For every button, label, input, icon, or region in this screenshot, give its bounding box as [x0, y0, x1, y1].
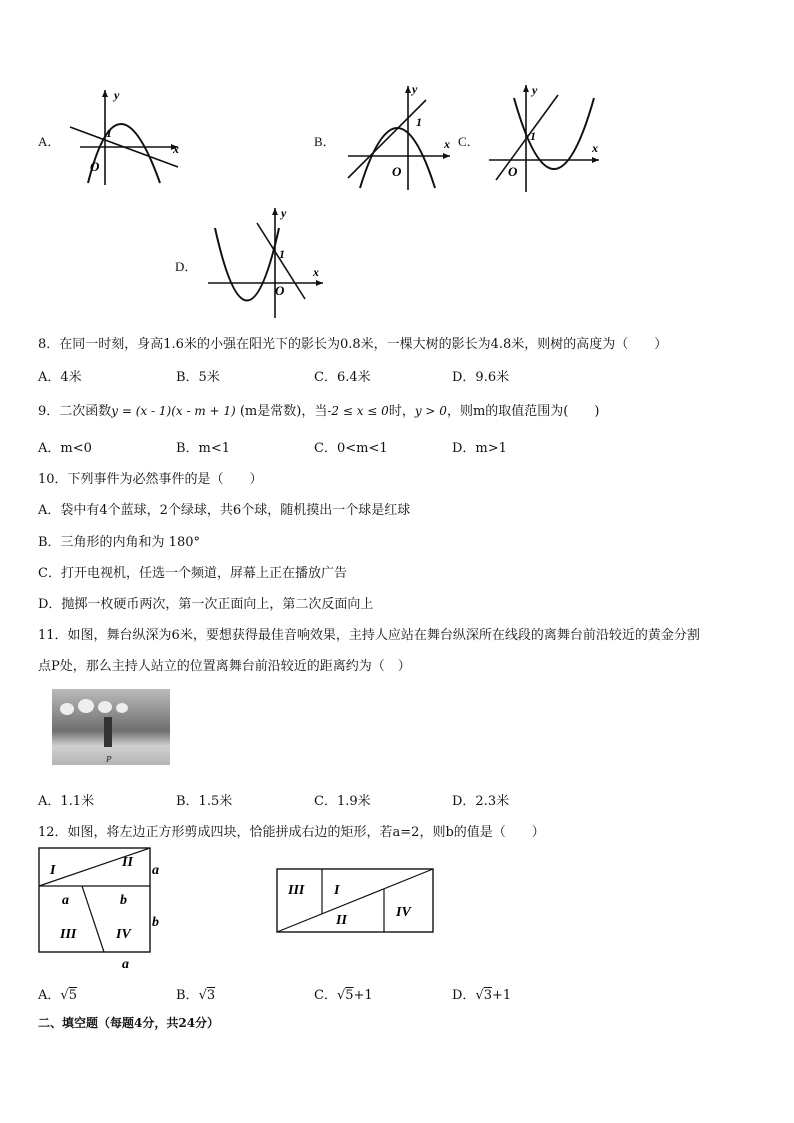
q10-option-b[interactable]: B．三角形的内角和为 180°: [38, 535, 200, 550]
q10-option-a[interactable]: A．袋中有4个蓝球，2个绿球，共6个球，随机摸出一个球是红球: [38, 503, 411, 518]
q9-suffix: ，则m的取值范围为( ): [446, 404, 600, 419]
svg-text:III: III: [60, 927, 77, 942]
host-figure: [104, 717, 112, 747]
square-figure: [38, 846, 178, 976]
svg-text:x: x: [313, 265, 319, 279]
section-2-title: 二、填空题（每题4分，共24分）: [38, 1016, 220, 1030]
q8-stem: 8．在同一时刻，身高1.6米的小强在阳光下的影长为0.8米，一棵大树的影长为4.8米，则树的高度为（ ）: [38, 337, 668, 352]
q12-option-c[interactable]: C．√5+1: [314, 988, 373, 1003]
q10-option-d[interactable]: D．抛掷一枚硬币两次，第一次正面向上，第二次反面向上: [38, 597, 374, 612]
option-d-label: D．: [175, 259, 198, 274]
q9-stem: [38, 400, 599, 419]
q9-option-d[interactable]: D．m>1: [452, 441, 507, 456]
q9-formula: y = (x - 1)(x - m + 1): [111, 404, 236, 418]
svg-text:y: y: [281, 206, 287, 220]
graph-b: [340, 78, 455, 193]
rectangle-figure: [276, 868, 436, 936]
svg-text:II: II: [336, 913, 347, 928]
q12-stem: 12．如图，将左边正方形剪成四块，恰能拼成右边的矩形，若a=2，则b的值是（ ）: [38, 825, 545, 840]
q9-option-a[interactable]: A．m<0: [38, 441, 92, 456]
svg-text:O: O: [508, 164, 518, 179]
q10-option-c[interactable]: C．打开电视机，任选一个频道，屏幕上正在播放广告: [38, 566, 347, 581]
q12-option-a[interactable]: A．√5: [38, 988, 77, 1003]
q11-option-d[interactable]: D．2.3米: [452, 794, 510, 809]
q11-option-c[interactable]: C．1.9米: [314, 794, 371, 809]
svg-text:1: 1: [279, 247, 285, 261]
svg-text:1: 1: [530, 129, 536, 143]
svg-text:O: O: [392, 164, 402, 179]
option-c-label: C．: [458, 134, 480, 149]
q9-prefix: 9．二次函数: [38, 404, 112, 419]
q10-stem: 10．下列事件为必然事件的是（ ）: [38, 472, 263, 487]
svg-text:a: a: [122, 957, 129, 972]
q8-option-d[interactable]: D．9.6米: [452, 370, 510, 385]
graph-d: [205, 203, 330, 321]
q8-option-a[interactable]: A．4米: [38, 370, 82, 385]
q9-condition2: y > 0: [414, 404, 447, 418]
svg-text:I: I: [50, 863, 56, 878]
svg-text:a: a: [62, 893, 69, 908]
svg-text:II: II: [122, 855, 133, 870]
svg-text:b: b: [120, 893, 127, 908]
stage-photo: [52, 689, 170, 765]
q8-option-b[interactable]: B．5米: [176, 370, 220, 385]
axis-y-label: y: [114, 88, 120, 102]
origin-label: O: [90, 159, 100, 174]
q8-option-c[interactable]: C．6.4米: [314, 370, 371, 385]
q11-option-a[interactable]: A．1.1米: [38, 794, 95, 809]
q9-condition: -2 ≤ x ≤ 0: [327, 404, 389, 418]
svg-text:IV: IV: [396, 905, 411, 920]
svg-text:III: III: [288, 883, 305, 898]
svg-text:y: y: [532, 83, 538, 97]
q11-stem-line2: 点P处，那么主持人站立的位置离舞台前沿较近的距离约为（ ）: [38, 659, 411, 674]
svg-text:b: b: [152, 915, 159, 930]
option-b-label: B．: [314, 134, 336, 149]
svg-text:I: I: [334, 883, 340, 898]
point-p-label: P: [106, 755, 112, 764]
svg-text:O: O: [275, 283, 285, 298]
intercept-label: 1: [106, 126, 112, 140]
option-a-label: A．: [38, 134, 61, 149]
q12-option-b[interactable]: B．√3: [176, 988, 216, 1003]
q9-mid2: 时，: [388, 404, 415, 419]
q9-mid: (m是常数)，当: [239, 404, 328, 419]
svg-text:x: x: [592, 141, 598, 155]
q11-option-b[interactable]: B．1.5米: [176, 794, 233, 809]
svg-text:y: y: [412, 82, 418, 96]
svg-text:1: 1: [416, 115, 422, 129]
axis-x-label: x: [173, 142, 179, 156]
svg-text:a: a: [152, 863, 159, 878]
svg-text:IV: IV: [116, 927, 131, 942]
q11-stem-line1: 11．如图，舞台纵深为6米，要想获得最佳音响效果，主持人应站在舞台纵深所在线段的离舞台前沿较近的黄金分割: [38, 628, 700, 643]
q9-option-c[interactable]: C．0<m<1: [314, 441, 388, 456]
graph-a: [60, 85, 190, 195]
q12-option-d[interactable]: D．√3+1: [452, 988, 512, 1003]
graph-c: [484, 80, 604, 195]
q9-option-b[interactable]: B．m<1: [176, 441, 231, 456]
svg-text:x: x: [444, 137, 450, 151]
